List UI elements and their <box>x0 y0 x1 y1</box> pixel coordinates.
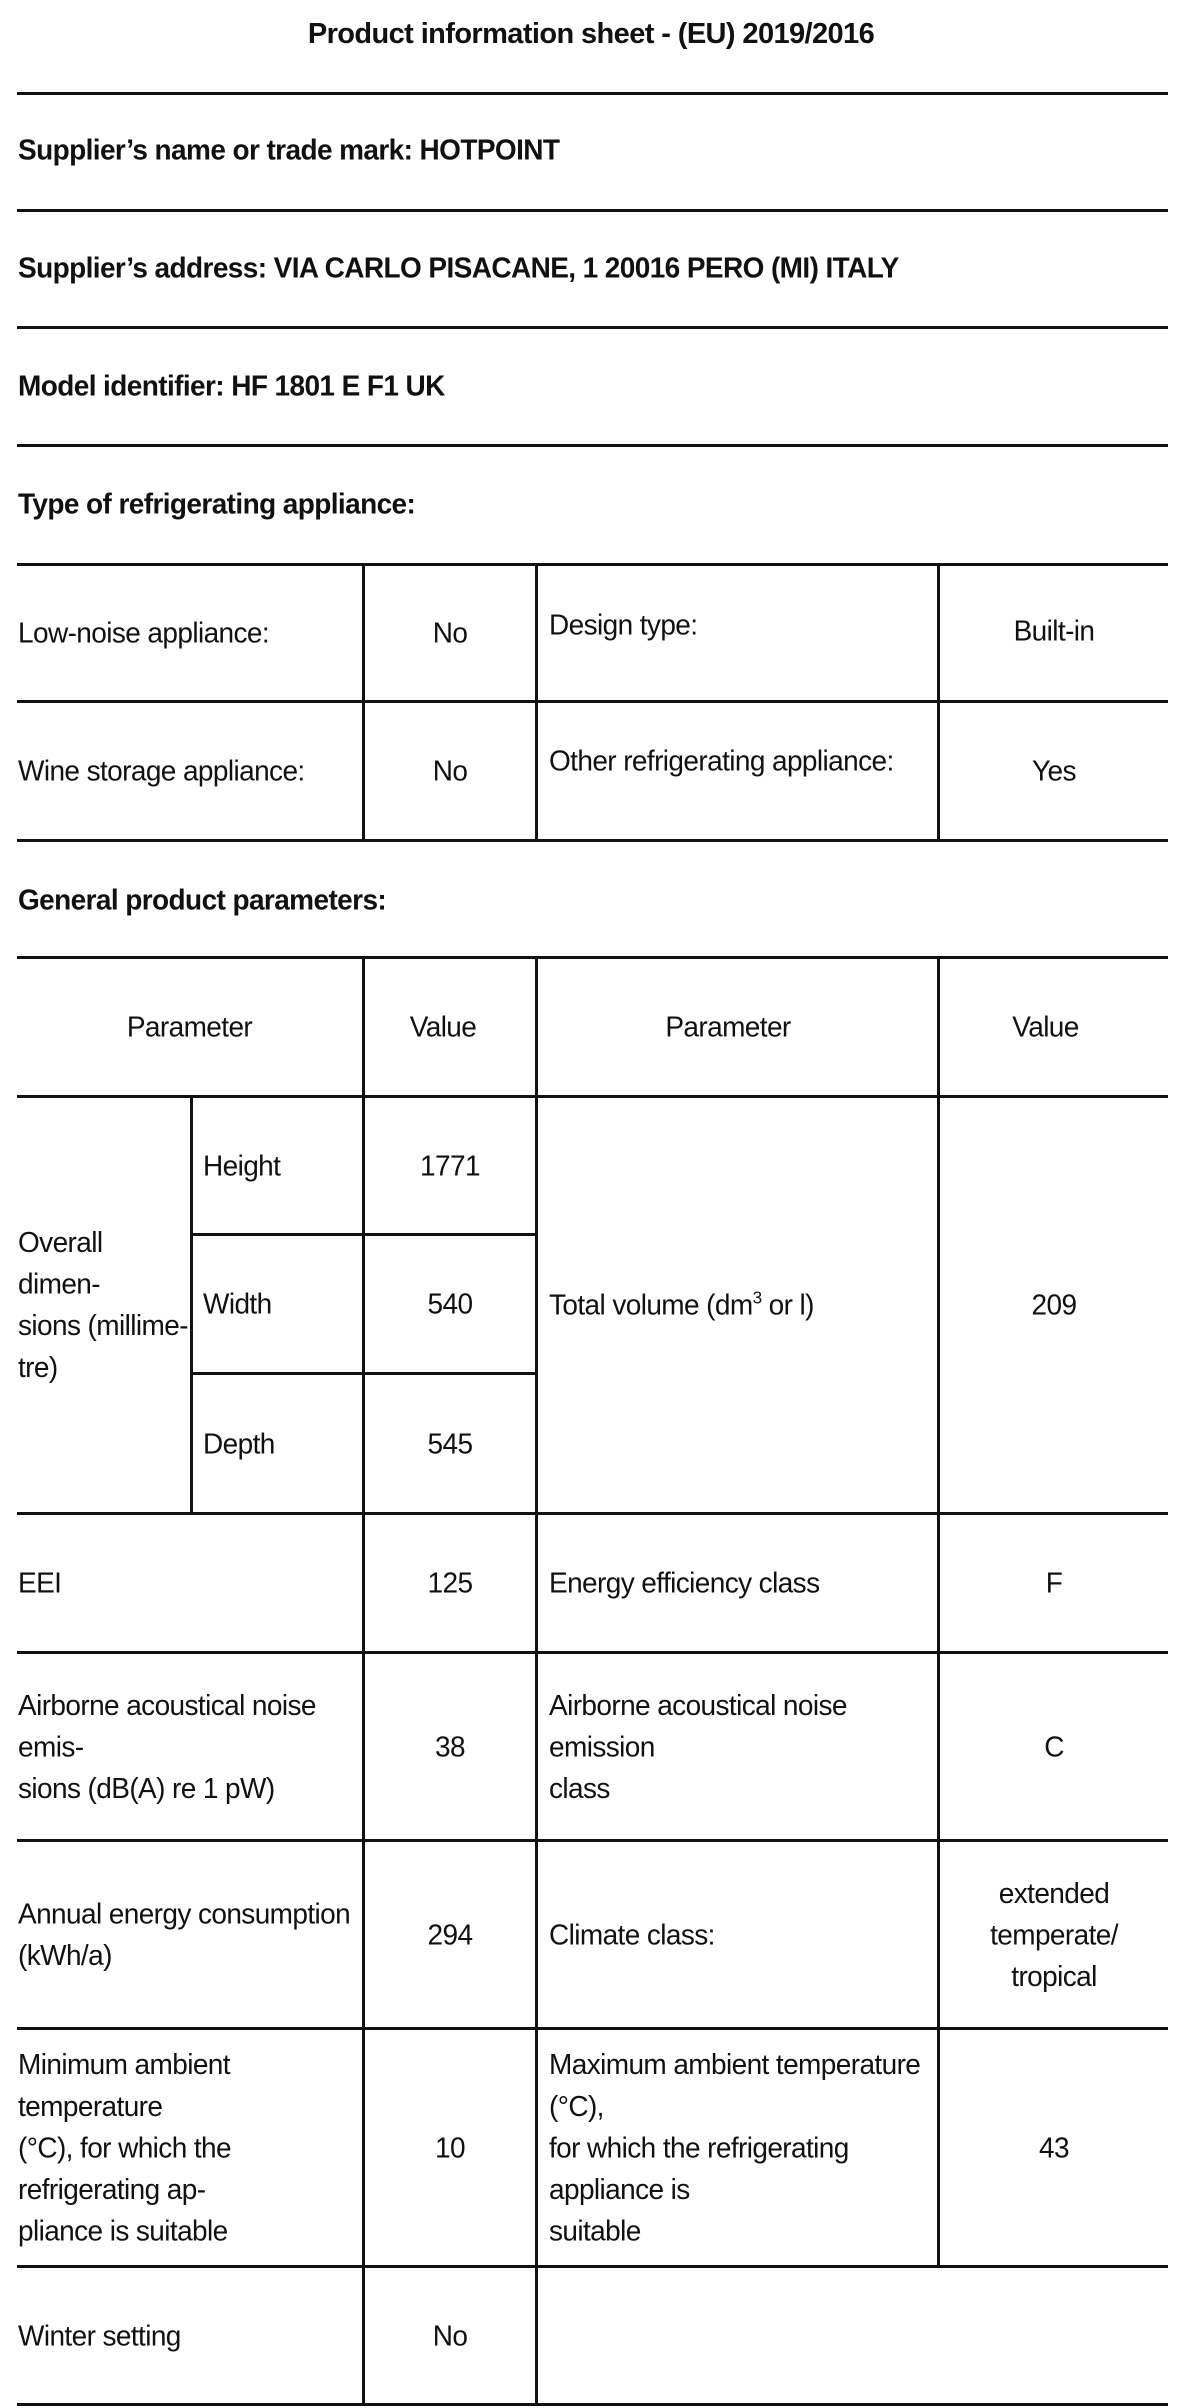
depth-label: Depth <box>203 1426 275 1460</box>
other-appliance-value: Yes <box>1032 754 1076 787</box>
divider <box>17 209 1168 212</box>
table-border <box>535 563 538 842</box>
table-border <box>190 1095 193 1515</box>
depth-value: 545 <box>427 1426 473 1460</box>
column-header-parameter: Parameter <box>665 1010 791 1043</box>
climate-class-value <box>940 1838 1168 2030</box>
energy-class-value: F <box>1045 1566 1063 1599</box>
dimensions-label-line: sions (millime- <box>18 1309 188 1342</box>
noise-class-label <box>549 1650 934 1842</box>
supplier-name: Supplier’s name or trade mark: HOTPOINT <box>18 133 560 166</box>
noise-value: 38 <box>435 1729 465 1763</box>
total-volume-value: 209 <box>1031 1288 1077 1321</box>
height-value: 1771 <box>420 1148 480 1182</box>
noise-class-value: C <box>1044 1729 1064 1763</box>
design-type-value: Built-in <box>1013 614 1095 647</box>
max-temp-value: 43 <box>1039 2130 1069 2164</box>
noise-label-line: sions (dB(A) re 1 pW) <box>18 1771 275 1804</box>
min-temp-label <box>18 2025 363 2269</box>
dimensions-label-line: Overall dimen- <box>18 1225 103 1300</box>
model-identifier: Model identifier: HF 1801 E F1 UK <box>18 369 445 402</box>
dimensions-label <box>18 1090 188 1521</box>
divider <box>17 326 1168 329</box>
total-volume-superscript: 3 <box>752 1288 762 1308</box>
low-noise-value: No <box>432 616 468 649</box>
climate-class-value-line: extended temperate/ <box>990 1876 1118 1951</box>
total-volume-text: Total volume (dm <box>549 1288 753 1321</box>
noise-label <box>18 1650 363 1842</box>
dimensions-label-line: tre) <box>18 1350 58 1383</box>
height-label: Height <box>203 1148 281 1182</box>
climate-class-value-line: tropical <box>1011 1959 1097 1992</box>
annual-energy-label-line: Annual energy consumption <box>18 1897 351 1930</box>
other-appliance-label: Other refrigerating appliance: <box>549 744 894 777</box>
min-temp-label-line: Minimum ambient temperature <box>18 2047 230 2122</box>
eei-label: EEI <box>18 1566 62 1599</box>
column-header-value: Value <box>1012 1010 1079 1043</box>
noise-class-label-line: Airborne acoustical noise emission <box>549 1688 847 1763</box>
table-border <box>535 956 538 2406</box>
eei-value: 125 <box>427 1566 473 1599</box>
max-temp-label <box>549 2025 934 2269</box>
annual-energy-label <box>18 1838 358 2030</box>
noise-label-line: Airborne acoustical noise emis- <box>18 1688 316 1763</box>
wine-storage-label: Wine storage appliance: <box>18 754 305 787</box>
max-temp-label-line: suitable <box>549 2214 641 2247</box>
annual-energy-label-line: (kWh/a) <box>18 1938 112 1971</box>
type-heading: Type of refrigerating appliance: <box>18 487 416 520</box>
column-header-parameter: Parameter <box>126 1010 253 1043</box>
min-temp-value: 10 <box>435 2130 465 2164</box>
width-label: Width <box>203 1287 272 1320</box>
min-temp-label-line: (°C), for which the refrigerating ap- <box>18 2130 231 2205</box>
divider <box>17 92 1168 95</box>
noise-class-label-line: class <box>549 1771 610 1804</box>
climate-class-label: Climate class: <box>549 1917 715 1951</box>
annual-energy-value: 294 <box>427 1917 473 1951</box>
wine-storage-value: No <box>432 754 468 787</box>
min-temp-label-line: pliance is suitable <box>18 2214 228 2247</box>
page-title: Product information sheet - (EU) 2019/2016 <box>307 17 875 50</box>
supplier-address: Supplier’s address: VIA CARLO PISACANE, 1 20016 PERO (MI) ITALY <box>18 251 899 284</box>
winter-setting-value: No <box>432 2318 468 2352</box>
design-type-label: Design type: <box>549 608 698 641</box>
total-volume-text: or l) <box>761 1288 814 1321</box>
width-value: 540 <box>427 1287 473 1320</box>
low-noise-label: Low-noise appliance: <box>18 616 270 649</box>
general-heading: General product parameters: <box>18 883 387 916</box>
column-header-value: Value <box>409 1010 477 1043</box>
max-temp-label-line: for which the refrigerating appliance is <box>549 2130 849 2205</box>
winter-setting-label: Winter setting <box>18 2318 181 2352</box>
max-temp-label-line: Maximum ambient temperature (°C), <box>549 2047 921 2122</box>
divider <box>17 444 1168 447</box>
energy-class-label: Energy efficiency class <box>549 1566 820 1599</box>
total-volume-label <box>549 1090 929 1521</box>
